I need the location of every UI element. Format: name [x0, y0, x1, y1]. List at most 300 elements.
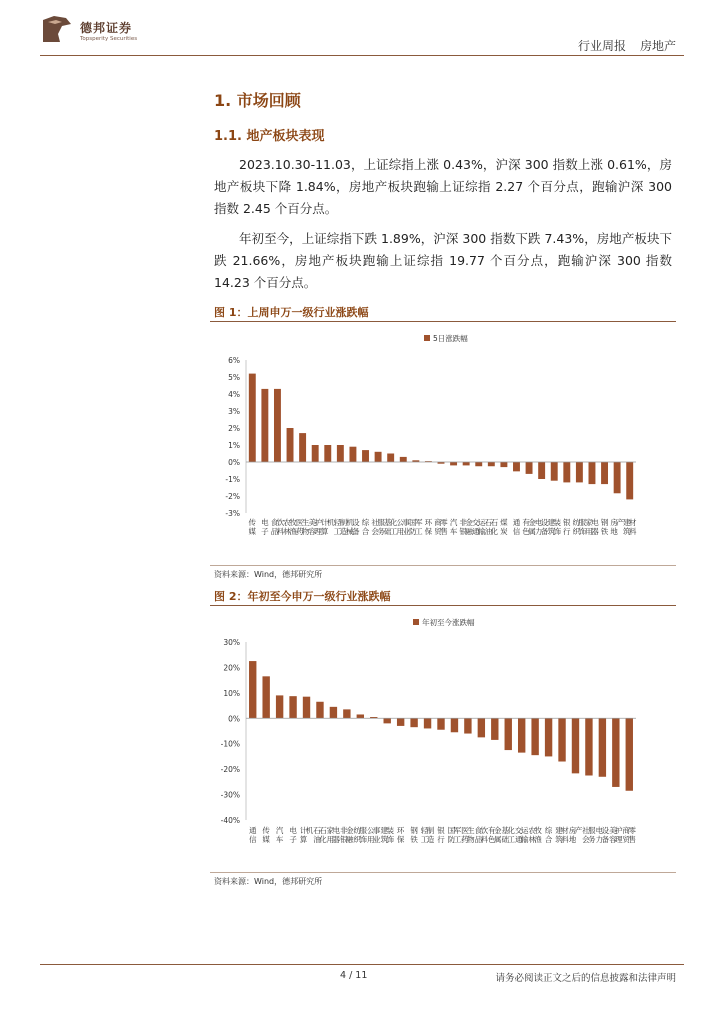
- bar: [478, 718, 485, 737]
- x-tick-label: 业: [402, 527, 411, 536]
- x-tick-label: 金: [346, 826, 354, 835]
- x-tick-label: 金: [528, 518, 536, 527]
- x-tick-label: 用: [396, 527, 405, 536]
- x-tick-label: 轻: [420, 826, 429, 835]
- x-tick-label: 交: [514, 826, 523, 835]
- footer-divider: [40, 964, 684, 965]
- x-tick-label: 保: [424, 527, 433, 536]
- bar: [303, 697, 310, 719]
- x-tick-label: 家: [585, 518, 593, 527]
- x-tick-label: 售: [628, 835, 637, 844]
- x-tick-label: 材: [628, 518, 637, 527]
- bar: [357, 714, 364, 718]
- x-tick-label: 输: [520, 835, 529, 844]
- bar: [262, 676, 269, 718]
- x-tick-label: 饰: [578, 527, 587, 536]
- bar: [585, 718, 592, 775]
- bar: [400, 457, 407, 462]
- footer-disclaimer: 请务必阅读正文之后的信息披露和法律声明: [495, 973, 676, 984]
- x-tick-label: 子: [289, 835, 297, 844]
- figure-1-bottom-rule: [210, 565, 676, 566]
- x-tick-label: 饰: [359, 835, 368, 844]
- figure-1-source: 资料来源：Wind，德邦研究所: [214, 570, 323, 579]
- x-tick-label: 理: [615, 835, 623, 844]
- bar: [384, 718, 391, 723]
- subsection-title: 1.1. 地产板块表现: [214, 129, 325, 144]
- x-tick-label: 融: [465, 527, 473, 536]
- x-tick-label: 物: [301, 527, 310, 536]
- x-tick-label: 护: [314, 518, 322, 527]
- bar: [545, 718, 552, 756]
- x-tick-label: 料: [628, 527, 637, 536]
- x-tick-label: 会: [371, 527, 379, 536]
- y-tick-label: 30%: [223, 638, 240, 647]
- x-tick-label: 料: [480, 835, 489, 844]
- x-tick-label: 信: [248, 835, 257, 844]
- x-tick-label: 计: [299, 826, 308, 835]
- x-tick-label: 器: [332, 835, 341, 844]
- x-tick-label: 军: [453, 826, 462, 835]
- x-tick-label: 物: [467, 835, 475, 844]
- x-tick-label: 钢: [410, 826, 418, 835]
- bar: [274, 389, 281, 462]
- bar: [287, 428, 294, 462]
- x-tick-label: 工: [333, 527, 342, 536]
- bar: [551, 462, 558, 481]
- y-tick-label: 3%: [228, 407, 240, 416]
- x-tick-label: 信: [512, 527, 521, 536]
- figure-2-bottom-rule: [210, 872, 676, 873]
- bar: [463, 462, 470, 465]
- x-tick-label: 农: [283, 518, 291, 527]
- x-tick-label: 保: [396, 835, 405, 844]
- figure-1-title: 图 1：上周申万一级行业涨跌幅: [214, 306, 369, 319]
- bar: [289, 696, 296, 718]
- x-tick-label: 商: [434, 518, 442, 527]
- bar: [324, 445, 331, 462]
- x-tick-label: 公: [396, 518, 405, 527]
- x-tick-label: 工: [453, 835, 462, 844]
- x-tick-label: 力: [534, 527, 543, 536]
- x-tick-label: 非: [340, 826, 348, 835]
- x-tick-label: 造: [339, 527, 348, 536]
- x-tick-label: 医: [295, 518, 304, 527]
- x-tick-label: 工: [389, 527, 398, 536]
- y-tick-label: 20%: [223, 663, 240, 673]
- bar: [387, 454, 394, 463]
- bar: [362, 450, 369, 462]
- x-tick-label: 制: [339, 518, 348, 527]
- bar: [276, 695, 283, 718]
- x-tick-label: 电: [595, 826, 604, 835]
- x-tick-label: 备: [540, 527, 549, 536]
- bar: [563, 462, 570, 482]
- x-tick-label: 设: [352, 518, 360, 527]
- bar: [576, 462, 583, 482]
- bar: [337, 445, 344, 462]
- x-tick-label: 媒: [262, 835, 270, 844]
- x-tick-label: 用: [585, 527, 593, 536]
- x-tick-label: 环: [424, 518, 433, 527]
- y-tick-label: -40%: [220, 816, 240, 825]
- x-tick-label: 筑: [555, 835, 563, 844]
- bar: [261, 389, 268, 462]
- company-logo: [40, 14, 150, 48]
- header-labels: [578, 37, 676, 54]
- figure-2-chart: [210, 608, 676, 870]
- x-tick-label: 织: [572, 527, 581, 536]
- x-tick-label: 算: [321, 527, 329, 536]
- x-tick-label: 轻: [333, 518, 342, 527]
- x-tick-label: 合: [544, 835, 553, 844]
- figure-1-chart: [210, 324, 676, 562]
- bar: [424, 718, 431, 728]
- bar: [397, 718, 404, 726]
- legend-label: 5日涨跌幅: [433, 334, 468, 343]
- x-tick-label: 国: [447, 826, 456, 835]
- bar: [626, 462, 633, 499]
- x-tick-label: 银: [340, 835, 348, 844]
- x-tick-label: 纺: [572, 518, 581, 527]
- logo-text: 德邦证券: [80, 21, 133, 35]
- bar: [572, 718, 579, 773]
- section-title: 1. 市场回顾: [214, 91, 301, 110]
- x-tick-label: 用: [326, 835, 335, 844]
- x-tick-label: 械: [346, 527, 354, 536]
- x-tick-label: 石: [484, 518, 493, 527]
- x-tick-label: 传: [262, 826, 270, 835]
- x-tick-label: 油: [313, 835, 321, 844]
- x-tick-label: 通: [514, 835, 523, 844]
- figure-2-source: 资料来源：Wind，德邦研究所: [214, 877, 323, 886]
- x-tick-label: 综: [361, 518, 370, 527]
- x-tick-label: 车: [275, 835, 284, 844]
- bar: [299, 433, 306, 462]
- x-tick-label: 算: [299, 835, 308, 844]
- y-tick-label: 0%: [228, 458, 240, 467]
- x-tick-label: 容: [308, 527, 316, 536]
- x-tick-label: 房: [568, 826, 577, 835]
- x-tick-label: 有: [522, 518, 530, 527]
- x-tick-label: 础: [501, 835, 509, 844]
- bar: [330, 707, 337, 718]
- x-tick-label: 器: [591, 527, 599, 536]
- x-tick-label: 建: [622, 518, 631, 527]
- x-tick-label: 化: [389, 518, 398, 527]
- page-number: 4 / 11: [340, 970, 368, 981]
- x-tick-label: 传: [248, 518, 257, 527]
- x-tick-label: 事: [402, 518, 411, 527]
- x-tick-label: 运: [520, 826, 529, 835]
- legend-label: 年初至今涨跌幅: [422, 618, 475, 627]
- x-tick-label: 防: [409, 527, 417, 536]
- y-tick-label: 4%: [228, 390, 240, 399]
- x-tick-label: 铁: [410, 835, 418, 844]
- bar: [249, 374, 256, 462]
- x-tick-label: 牧: [289, 518, 297, 527]
- x-tick-label: 饰: [386, 835, 394, 844]
- x-tick-label: 筑: [547, 527, 555, 536]
- x-tick-label: 有: [488, 826, 496, 835]
- x-tick-label: 机: [305, 826, 314, 835]
- report-sector: 房地产: [639, 39, 676, 53]
- x-tick-label: 务: [377, 527, 385, 536]
- x-tick-label: 备: [352, 527, 360, 536]
- x-tick-label: 织: [353, 835, 362, 844]
- x-tick-label: 工: [420, 835, 429, 844]
- x-tick-label: 工: [507, 835, 515, 844]
- x-tick-label: 药: [461, 835, 469, 844]
- x-tick-label: 品: [270, 527, 279, 536]
- x-tick-label: 钢: [600, 518, 609, 527]
- x-tick-label: 化: [507, 826, 515, 835]
- x-tick-label: 汽: [449, 518, 458, 527]
- bar: [526, 462, 533, 474]
- x-tick-label: 工: [415, 527, 423, 536]
- x-tick-label: 家: [326, 826, 335, 835]
- x-tick-label: 备: [601, 835, 610, 844]
- bar: [312, 445, 319, 462]
- x-tick-label: 色: [488, 835, 496, 844]
- x-tick-label: 护: [615, 826, 623, 835]
- x-tick-label: 会: [582, 835, 590, 844]
- x-tick-label: 事: [373, 826, 381, 835]
- x-tick-label: 服: [588, 826, 596, 835]
- bar: [343, 709, 350, 718]
- header-divider: [40, 55, 684, 56]
- x-tick-label: 料: [276, 527, 285, 536]
- figure-2-top-rule: [210, 605, 676, 606]
- x-tick-label: 融: [346, 835, 354, 844]
- x-tick-label: 石: [313, 826, 321, 835]
- bar: [437, 718, 444, 729]
- x-tick-label: 银: [459, 527, 467, 536]
- bar: [349, 447, 356, 462]
- y-tick-label: 5%: [228, 373, 240, 382]
- x-tick-label: 业: [373, 835, 381, 844]
- x-tick-label: 军: [415, 518, 423, 527]
- x-tick-label: 金: [465, 518, 473, 527]
- bar: [538, 462, 545, 479]
- x-tick-label: 通: [471, 527, 480, 536]
- x-tick-label: 合: [361, 527, 370, 536]
- x-tick-label: 牧: [534, 826, 542, 835]
- paragraph-ytd: 年初至今，上证综指下跌 1.89%，沪深 300 指数下跌 7.43%，房地产板块下跌 21.66%，房地产板块跑输上证综指 19.77 个百分点，跑输沪深 300 指数 14.23 个百分点。: [214, 231, 672, 290]
- x-tick-label: 产: [574, 826, 583, 835]
- bar: [451, 718, 458, 732]
- y-tick-label: 1%: [228, 441, 240, 450]
- x-tick-label: 材: [561, 826, 569, 835]
- x-tick-label: 饮: [276, 518, 285, 527]
- bar: [500, 462, 507, 467]
- x-tick-label: 综: [544, 826, 553, 835]
- y-tick-label: -2%: [225, 492, 240, 501]
- x-tick-label: 零: [440, 518, 448, 527]
- report-type: 行业周报: [577, 39, 626, 53]
- x-tick-label: 机: [327, 518, 335, 527]
- legend-swatch: [413, 619, 419, 625]
- x-tick-label: 输: [477, 527, 486, 536]
- x-tick-label: 地: [610, 527, 618, 536]
- x-tick-label: 售: [440, 527, 448, 536]
- x-tick-label: 零: [628, 826, 637, 835]
- y-tick-label: -20%: [220, 765, 240, 775]
- x-tick-label: 美: [609, 826, 617, 835]
- x-tick-label: 渔: [534, 835, 542, 844]
- x-tick-label: 石: [490, 518, 499, 527]
- bar: [410, 718, 417, 727]
- bar: [475, 462, 482, 466]
- x-tick-label: 药: [295, 527, 304, 536]
- x-tick-label: 料: [561, 835, 569, 844]
- x-tick-label: 社: [582, 826, 590, 835]
- x-tick-label: 农: [528, 826, 536, 835]
- x-tick-label: 容: [609, 835, 617, 844]
- bar: [491, 718, 498, 740]
- x-tick-label: 银: [437, 826, 445, 835]
- logo-icon: [40, 14, 74, 46]
- x-tick-label: 计: [321, 518, 329, 527]
- x-tick-label: 林: [528, 835, 536, 844]
- x-tick-label: 机: [346, 518, 354, 527]
- bar: [375, 452, 382, 462]
- x-tick-label: 金: [494, 826, 502, 835]
- bar: [601, 462, 608, 484]
- x-tick-label: 商: [622, 826, 631, 835]
- x-tick-label: 基: [383, 518, 392, 527]
- legend-swatch: [424, 335, 430, 341]
- x-tick-label: 贸: [434, 527, 442, 536]
- x-tick-label: 环: [396, 826, 405, 835]
- x-tick-label: 产: [616, 518, 624, 527]
- y-tick-label: -10%: [220, 739, 240, 749]
- bar: [316, 702, 323, 719]
- x-tick-label: 基: [501, 826, 509, 835]
- y-tick-label: -3%: [225, 509, 240, 518]
- x-tick-label: 子: [261, 527, 269, 536]
- bar: [589, 462, 596, 484]
- x-tick-label: 纺: [353, 826, 362, 835]
- bar: [488, 462, 495, 466]
- bar: [513, 462, 520, 471]
- y-tick-label: 10%: [223, 688, 240, 698]
- x-tick-label: 车: [449, 527, 458, 536]
- x-tick-label: 服: [359, 826, 368, 835]
- x-tick-label: 装: [553, 518, 561, 527]
- y-tick-label: 2%: [228, 424, 240, 433]
- x-tick-label: 贸: [622, 835, 631, 844]
- bar: [505, 718, 512, 750]
- x-tick-label: 理: [314, 527, 322, 536]
- x-tick-label: 属: [494, 835, 502, 844]
- bar: [626, 718, 633, 790]
- bar: [450, 462, 457, 465]
- x-tick-label: 造: [426, 835, 435, 844]
- x-tick-label: 汽: [275, 826, 284, 835]
- x-tick-label: 公: [367, 826, 375, 835]
- bar: [531, 718, 538, 755]
- x-tick-label: 服: [578, 518, 587, 527]
- x-tick-label: 电: [332, 826, 341, 835]
- x-tick-label: 建: [555, 826, 563, 835]
- x-tick-label: 通: [512, 518, 521, 527]
- x-tick-label: 础: [383, 527, 392, 536]
- x-tick-label: 筑: [380, 835, 388, 844]
- figure-2-title: 图 2：年初至今申万一级行业涨跌幅: [214, 590, 391, 603]
- logo-subtext: Topsperity Securities: [80, 36, 138, 42]
- x-tick-label: 渔: [289, 527, 297, 536]
- x-tick-label: 生: [467, 826, 475, 835]
- x-tick-label: 力: [595, 835, 604, 844]
- x-tick-label: 国: [409, 518, 417, 527]
- x-tick-label: 通: [248, 826, 257, 835]
- bar: [558, 718, 565, 761]
- x-tick-label: 电: [534, 518, 543, 527]
- bar: [614, 462, 621, 493]
- x-tick-label: 生: [301, 518, 310, 527]
- x-tick-label: 地: [568, 835, 577, 844]
- x-tick-label: 食: [474, 826, 483, 835]
- x-tick-label: 建: [547, 518, 555, 527]
- x-tick-label: 品: [474, 835, 483, 844]
- x-tick-label: 石: [319, 826, 327, 835]
- bar: [518, 718, 525, 752]
- x-tick-label: 运: [477, 518, 486, 527]
- x-tick-label: 饰: [553, 527, 561, 536]
- y-tick-label: 0%: [228, 714, 240, 724]
- x-tick-label: 电: [289, 826, 297, 835]
- x-tick-label: 化: [490, 527, 499, 536]
- x-tick-label: 建: [380, 826, 388, 835]
- x-tick-label: 用: [367, 835, 375, 844]
- x-tick-label: 防: [447, 835, 456, 844]
- x-tick-label: 铁: [600, 527, 609, 536]
- x-tick-label: 设: [601, 826, 610, 835]
- x-tick-label: 电: [261, 518, 269, 527]
- y-tick-label: -1%: [225, 475, 240, 484]
- x-tick-label: 油: [484, 527, 493, 536]
- x-tick-label: 行: [563, 527, 571, 536]
- x-tick-label: 务: [588, 835, 596, 844]
- x-tick-label: 社: [371, 518, 379, 527]
- x-tick-label: 装: [386, 826, 394, 835]
- x-tick-label: 非: [459, 518, 467, 527]
- y-tick-label: 6%: [228, 356, 240, 365]
- x-tick-label: 化: [319, 835, 327, 844]
- x-tick-label: 炭: [500, 527, 508, 536]
- bar: [249, 661, 256, 718]
- x-tick-label: 林: [283, 527, 291, 536]
- figure-1-top-rule: [210, 321, 676, 322]
- x-tick-label: 设: [540, 518, 549, 527]
- x-tick-label: 医: [461, 826, 469, 835]
- x-tick-label: 银: [563, 518, 571, 527]
- x-tick-label: 房: [610, 518, 618, 527]
- x-tick-label: 制: [426, 826, 435, 835]
- x-tick-label: 行: [437, 835, 445, 844]
- bar: [599, 718, 606, 776]
- x-tick-label: 色: [522, 527, 530, 536]
- x-tick-label: 饮: [480, 826, 489, 835]
- paragraph-weekly: 2023.10.30-11.03，上证综指上涨 0.43%，沪深 300 指数上涨 0.61%，房地产板块下降 1.84%，房地产板块跑输上证综指 2.27 个百分点，跑输沪深 300 指数 2.45 个百分点。: [214, 157, 672, 216]
- x-tick-label: 属: [528, 527, 536, 536]
- x-tick-label: 服: [377, 518, 385, 527]
- bar: [612, 718, 619, 787]
- x-tick-label: 筑: [622, 527, 631, 536]
- x-tick-label: 煤: [500, 518, 508, 527]
- x-tick-label: 媒: [248, 527, 257, 536]
- x-tick-label: 美: [308, 518, 316, 527]
